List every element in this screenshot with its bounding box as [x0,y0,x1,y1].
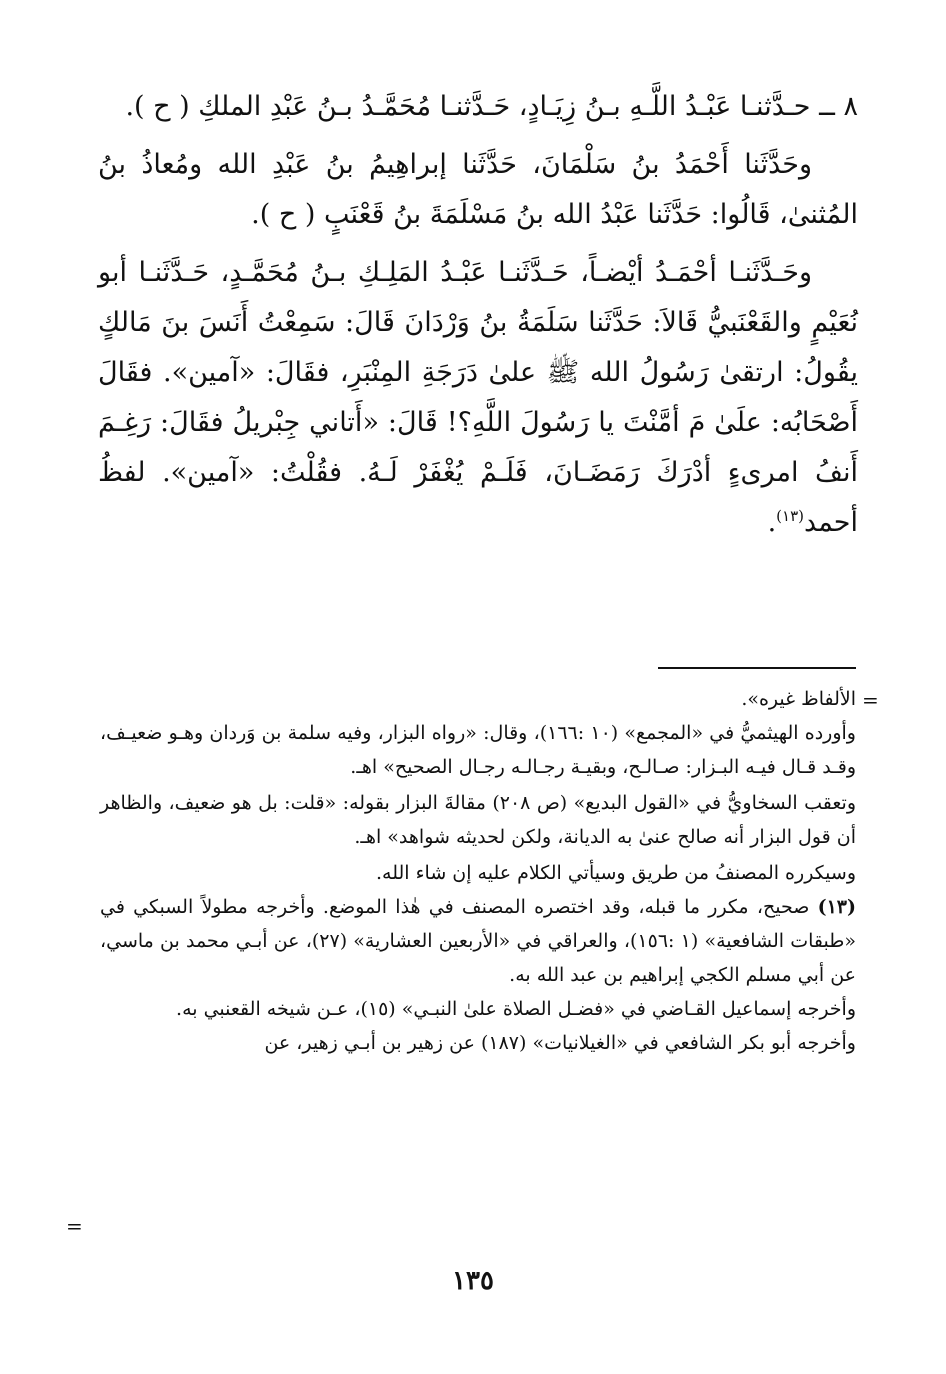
footnote-13-number: (١٣) [817,896,857,918]
footnote-13-text: صحيح، مكرر ما قبله، وقد اختصره المصنف في هٰذا الموضع. وأخرجه مطولاً السبكي في «طبقات الشافعية» (١ :١٥٦)، والعراقي في «الأربعين العشارية» (٢٧)، عن أبـي محمد بن ماسي، عن أبي مسلم الكجي إبراهيم بن عبد الله به. [100,896,856,986]
footnote-sakhawi: وتعقب السخاويُّ في «القول البديع» (ص ٢٠٨) مقالةَ البزار بقوله: «قلت: بل هو ضعيف، والظاهر أن قول البزار أنه صالح عنىٰ به الديانة، ولكن لحديثه شواهد» اهـ. [100,792,857,848]
isnad-paragraph-2: وحَدَّثَنا أَحْمَدُ بنُ سَلْمَانَ، حَدَّثَنا إبراهِيمُ بنُ عَبْدِ الله ومُعاذُ بنُ المُثنىٰ، قَالُوا: حَدَّثَنا عَبْدُ الله بنُ مَسْلَمَةَ بنُ قَعْنَبٍ ( ح ). [98,149,858,230]
hadith-end-period: . [767,507,777,538]
isnad-paragraph-3 [98,248,858,548]
footnote-shafii: وأخرجه أبو بكر الشافعي في «الغيلانيات» (١٨٧) عن زهير بن أبـي زهير، عن [264,1032,856,1054]
page-number: ١٣٥ [452,1266,494,1296]
footnote-separator [658,667,856,669]
footnotes [100,682,856,1060]
footnote-ref-13[interactable]: (١٣) [776,507,805,525]
footnote-continued-line: الألفاظ غيره». [741,688,856,710]
main-text [98,82,858,556]
hadith-8-paragraph: ٨ ــ حـدَّثنـا عَبْـدُ اللَّـهِ بـنُ زِيَـادٍ، حَـدَّثنـا مُحَمَّـدُ بـنُ عَبْدِ الملكِ ( ح ). [125,91,858,122]
footnote-repeat-note: وسيكرره المصنفُ من طريق وسيأتي الكلام عليه إن شاء الله. [375,862,856,884]
hadith-text: وحَـدَّثَنـا أحْمَـدُ أيْضـاً، حَـدَّثَنـا عَبْـدُ المَلِـكِ بـنُ مُحَمَّـدٍ، حَـدَّثَنـا أبو نُعَيْمٍ والقَعْنَبيُّ قَالاَ: حَدَّثَنا سَلَمَةُ بنُ وَرْدَانَ قَالَ: سَمِعْتُ أَنَسَ بنَ مَالكٍ يقُولُ: ارتقىٰ رَسُولُ الله ﷺ علىٰ دَرَجَةِ المِنْبَرِ، فقَالَ: «آمين». فقَالَ أَصْحَابُه: علَىٰ مَ أمَّنْتَ يا رَسُولَ اللَّهِ؟! قَالَ: «أَتاني جِبْريلُ فقَالَ: رَغِـمَ أَنفُ امرىءٍ أدْرَكَ رَمَضَـانَ، فَلَـمْ يُغْفَرْ لَـهُ. فقُلْتُ: «آمين». لفظُ أحمد [98,257,858,538]
footnote-13 [100,890,856,992]
continuation-mark-top: = [862,688,879,712]
footnote-haythami: وأورده الهيثميُّ في «المجمع» (١٠ :١٦٦)، وقال: «رواه البزار، وفيه سلمة بن وَردان وهـو ضعيـف، وقـد قـال فيـه البـزار: صـالـح، وبقيـة رجـالـه رجـال الصحيح» اهـ. [100,722,856,778]
continuation-mark-bottom: = [66,1214,83,1238]
footnote-ismail-qadi: وأخرجه إسماعيل القـاضي في «فضـل الصلاة علىٰ النبـي» (١٥)، عـن شيخه القعنبي به. [176,998,856,1020]
